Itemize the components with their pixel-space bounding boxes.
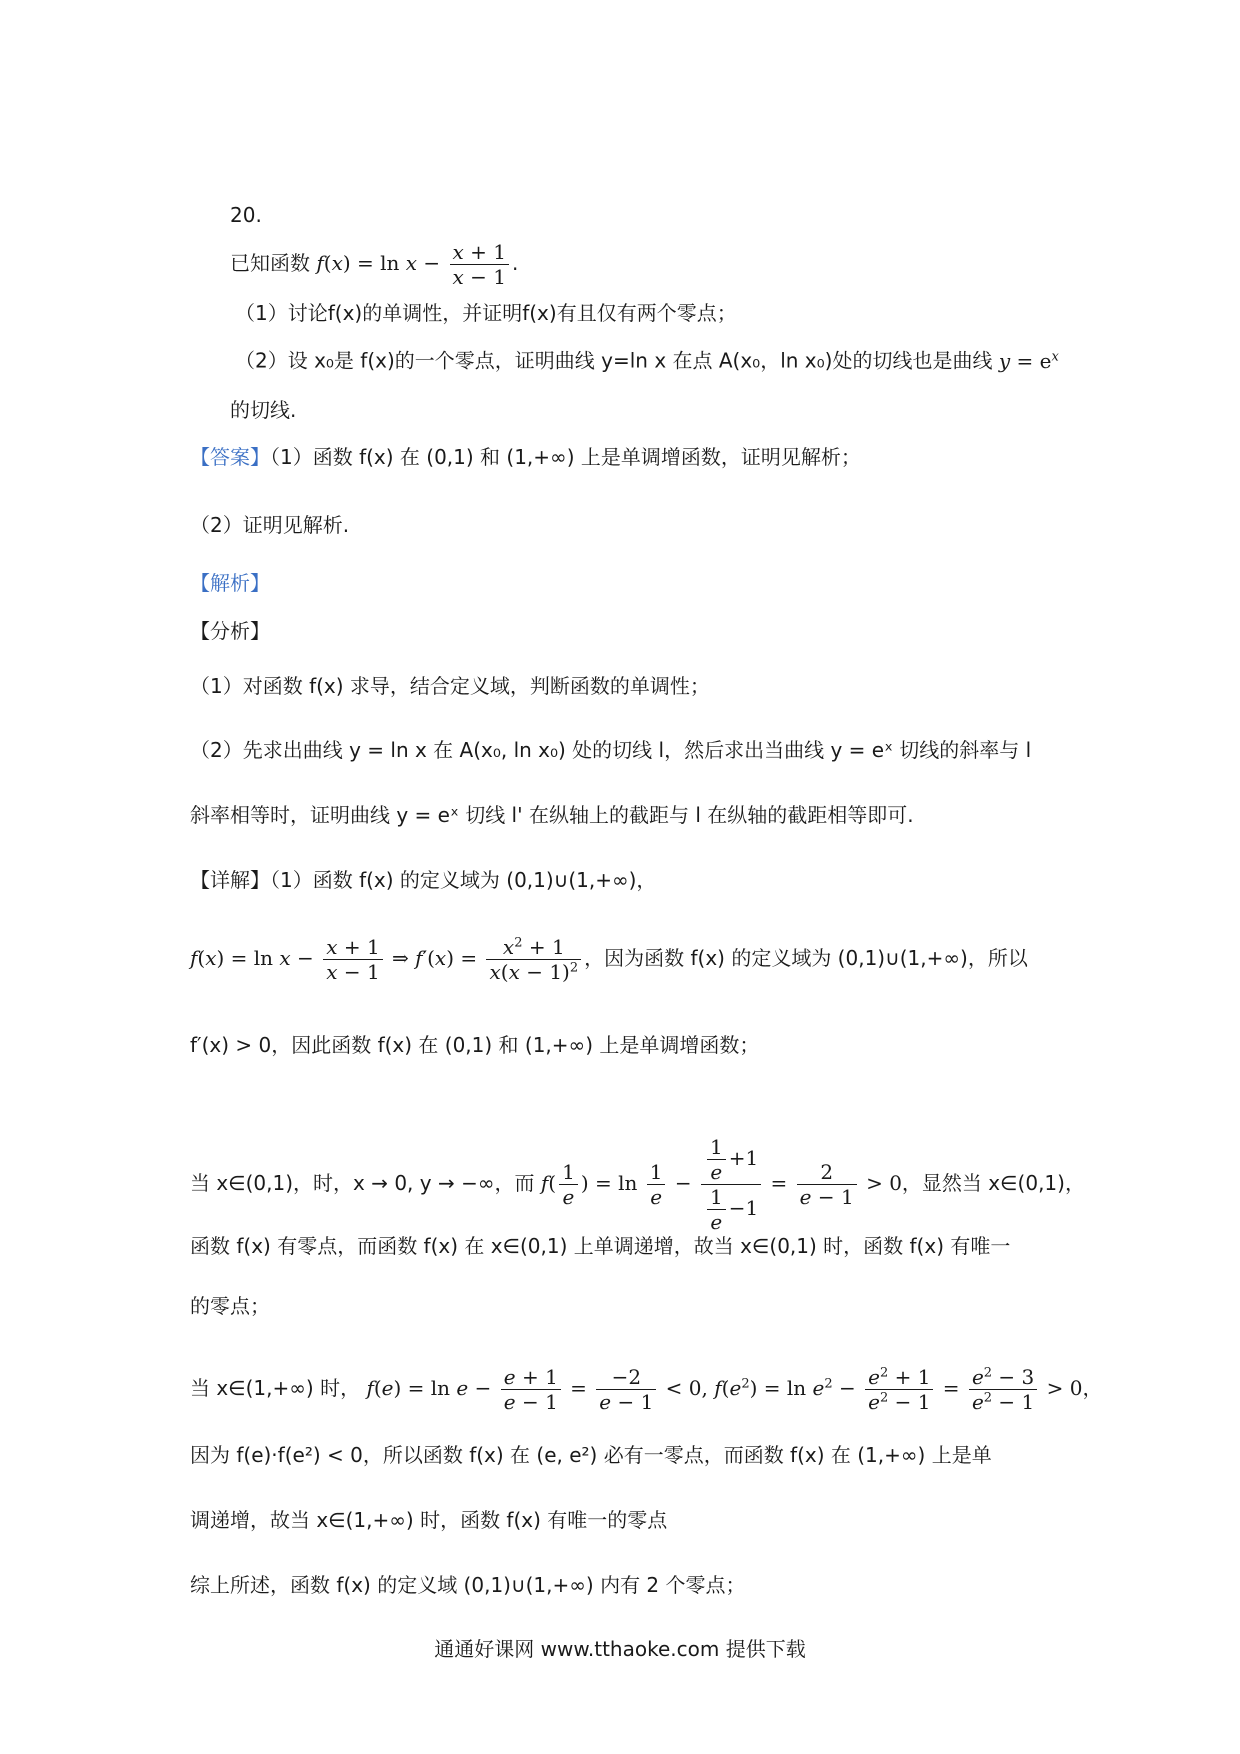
problem-intro-end: . — [512, 251, 519, 275]
problem-part2 — [235, 350, 1059, 371]
detail-text-7b: ， — [1082, 1376, 1103, 1400]
detail-text-4b: ，显然当 x∈(0,1)， — [901, 1171, 1085, 1195]
answer-line-1 — [190, 447, 861, 467]
analysis-subtag: 【分析】 — [190, 619, 270, 643]
curve-y-eq-ex: $y = e^x$ — [998, 348, 1059, 373]
detail-line-9: 调递增，故当 x∈(1,+∞) 时，函数 f(x) 有唯一的零点 — [190, 1508, 668, 1532]
analysis-line-2: （2）先求出曲线 y = ln x 在 A(x₀, ln x₀) 处的切线 l，然后求出当曲线 y = eˣ 切线的斜率与 l — [190, 738, 1032, 762]
problem-part2-text: （2）设 x₀是 f(x)的一个零点，证明曲线 y=ln x 在点 A(x₀，ln x₀)处的切线也是曲线 — [235, 348, 993, 373]
derivative-line — [190, 935, 1028, 984]
detail-text-4a: 当 x∈(0,1)，时，x → 0, y → −∞，而 — [190, 1171, 535, 1195]
footer-text: 通通好课网 www.tthaoke.com 提供下载 — [434, 1637, 806, 1661]
problem-part2-end: 的切线. — [230, 398, 297, 422]
analysis-tag: 【解析】 — [190, 571, 270, 595]
detail-line-7 — [190, 1365, 1102, 1414]
detail-line-10: 综上所述，函数 f(x) 的定义域 (0,1)∪(1,+∞) 内有 2 个零点； — [190, 1573, 746, 1597]
detail-line-6: 的零点； — [190, 1294, 270, 1318]
problem-part1: （1）讨论f(x)的单调性，并证明f(x)有且仅有两个零点； — [235, 301, 737, 325]
answer-tag: 【答案】 — [190, 445, 270, 469]
detail-text-1: （1）函数 f(x) 的定义域为 (0,1)∪(1,+∞)， — [270, 868, 657, 892]
detail-line-8: 因为 f(e)·f(e²) < 0，所以函数 f(x) 在 (e, e²) 必有一零点，而函数 f(x) 在 (1,+∞) 上是单 — [190, 1443, 992, 1467]
derivative-formula: f(x) = ln x − $\frac{x + 1}{x - 1}$ ⇒ f′(x) = $\frac{x^2 + 1}{x(x - 1)^2}$ — [190, 946, 584, 970]
f-one-over-e-formula: f( $\frac{1}{e}$ ) = ln $\frac{1}{e}$ − $\frac{1}{e}$ +1 $\frac{1}{e}$ −1 = $\frac{2}{e - 1}$ > 0 — [540, 1135, 902, 1234]
analysis-line-3: 斜率相等时，证明曲线 y = eˣ 切线 l' 在纵轴上的截距与 l 在纵轴的截距相等即可. — [190, 803, 914, 827]
detail-text-7a: 当 x∈(1,+∞) 时， — [190, 1376, 361, 1400]
f-e-formula: f(e) = ln e − $\frac{e + 1}{e - 1}$ = $\frac{-2}{e - 1}$ < 0, $f(e^2) = \ln e^2$ − $\frac{e^2 + 1}{e^2 - 1}$ = $\frac{e^2 - 3}{e^2 - 1}$ > 0 — [366, 1365, 1083, 1414]
answer-line-2: （2）证明见解析. — [190, 513, 350, 537]
problem-statement — [230, 240, 518, 289]
question-number: 20. — [230, 203, 262, 227]
function-definition: f(x) = ln x − $\frac{x + 1}{x - 1}$ — [316, 251, 512, 275]
detail-tag: 【详解】 — [190, 868, 270, 892]
detail-line-5: 函数 f(x) 有零点，而函数 f(x) 在 x∈(0,1) 上单调递增，故当 x∈(0,1) 时，函数 f(x) 有唯一 — [190, 1234, 1011, 1258]
detail-line-3: f′(x) > 0，因此函数 f(x) 在 (0,1) 和 (1,+∞) 上是单调增函数； — [190, 1033, 760, 1057]
analysis-line-1: （1）对函数 f(x) 求导，结合定义域，判断函数的单调性； — [190, 674, 710, 698]
problem-intro: 已知函数 — [230, 251, 310, 275]
answer-text-1: （1）函数 f(x) 在 (0,1) 和 (1,+∞) 上是单调增函数，证明见解析； — [270, 445, 861, 469]
detail-line-1 — [190, 870, 656, 890]
derivative-text: ，因为函数 f(x) 的定义域为 (0,1)∪(1,+∞)，所以 — [584, 946, 1028, 970]
detail-line-4 — [190, 1135, 1085, 1234]
